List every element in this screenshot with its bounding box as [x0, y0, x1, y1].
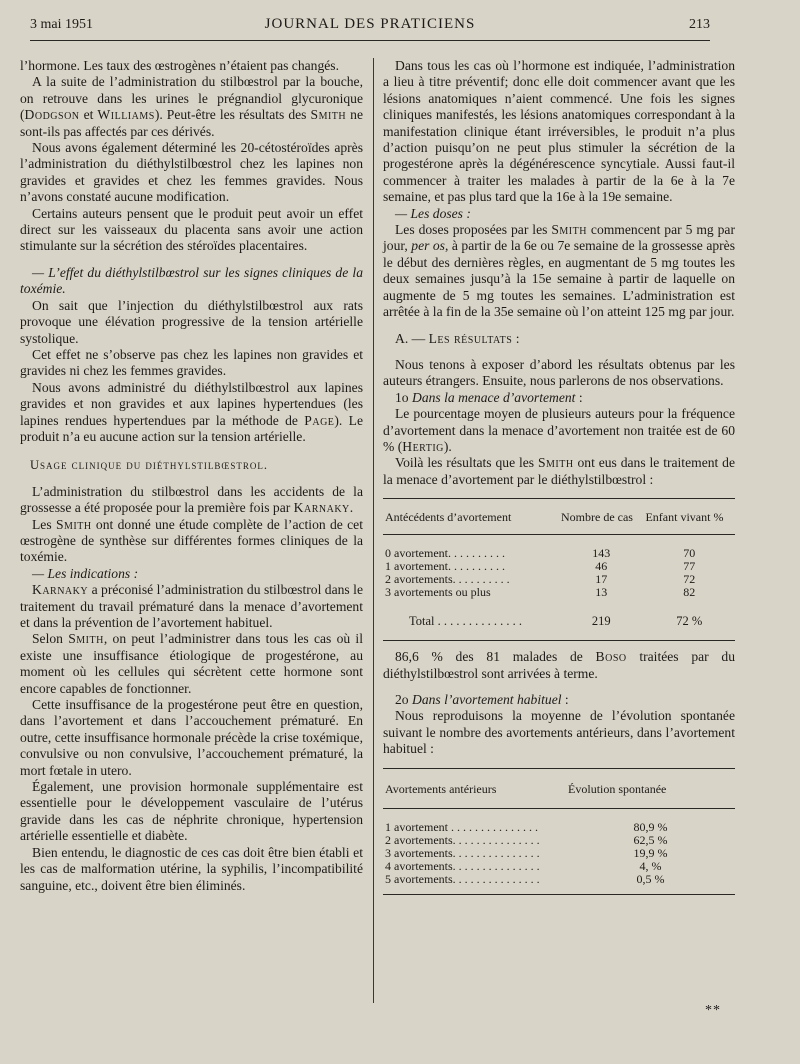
paragraph: Nous tenons à exposer d’abord les résultats obtenus par les auteurs étrangers. Ensuite, nous parlerons de nos observations. [383, 356, 735, 389]
abortion-threat-table [383, 498, 735, 641]
table-header: Antécédents d’avortement [383, 499, 559, 535]
subsection-heading: — Les indications : [32, 565, 139, 581]
paragraph: Bien entendu, le diagnostic de ces cas doit être bien établi et les cas de malformation utérine, la syphilis, l’incompatibilité sanguine, etc., doivent être bien éliminés. [20, 844, 363, 893]
table-row: 2 avortements. . . . . . . . . . 17 72 [385, 572, 696, 587]
paragraph: Selon Smith, on peut l’administrer dans tous les cas où il existe une insuffisance étiologique de progestérone, au moment où les cellules qui sécrètent cette hormone sont encore capables de fonctionner. [20, 631, 363, 696]
paragraph: 86,6 % des 81 malades de Boso traitées par du diéthylstilbœstrol sont arrivées à terme. [383, 649, 735, 681]
paragraph: Cet effet ne s’observe pas chez les lapines non gravides et gravides ni chez les femmes gravides. [20, 346, 363, 379]
paragraph: Les doses proposées par les Smith commencent par 5 mg par jour, per os, à partir de la 6e ou 7e semaine de la grossesse après le début des dernières règles, en augmentant de 5 mg toutes les deux semaines jusqu’à la 15e semaine à partir de laquelle on augmente de 5 mg toutes les semaines. L’administration est arrêtée à la fin de la 35e semaine où l’on atteint 125 mg par jour. [383, 222, 735, 320]
paragraph: Dans tous les cas où l’hormone est indiquée, l’administration a lieu à titre préventif; donc elle doit commencer avant que les lésions anatomiques n’aient commencé. Une fois les signes cliniques manifestés, les lésions anatomiques correspondant à la manifestation clinique étant irréversibles, le produit n’a plus d’action puisqu’on ne peut plus stimuler la sécrétion de la progestérone après la dégénérescence syncytiale. Aussi faut-il commencer à traiter les malades à partir de la 6e à la 7e semaine, et pas plus tard que la 16e à la 19e semaine. [383, 58, 735, 205]
habitual-abortion-table [383, 768, 735, 895]
column-divider [373, 58, 374, 1003]
paragraph: On sait que l’injection du diéthylstilbœstrol aux rats provoque une élévation progressive de la tension artérielle systolique. [20, 297, 363, 346]
subsection-heading: — Les doses : [395, 205, 471, 221]
section-heading: Usage clinique du diéthylstilbœstrol. [30, 458, 269, 473]
paragraph: Les Smith ont donné une étude complète de l’action de cet œstrogène de synthèse sur différentes formes cliniques de la toxémie. [20, 516, 363, 565]
table-row: 1 avortement. . . . . . . . . . 46 77 [385, 559, 696, 574]
right-column [383, 58, 735, 903]
paragraph: Certains auteurs pensent que le produit peut avoir un effet direct sur les vaisseaux du placenta sans avoir une action stimulante sur la sécrétion des stéroïdes placentaires. [20, 205, 363, 254]
table-header: Avortements antérieurs [383, 768, 566, 808]
paragraph: Voilà les résultats que les Smith ont eus dans le traitement de la menace d’avortement par le diéthylstilbœstrol : [383, 455, 736, 487]
subsection-heading: 2o Dans l’avortement habituel : [395, 691, 569, 707]
running-header [30, 14, 710, 41]
table-row: 0 avortement. . . . . . . . . . 143 70 [385, 546, 696, 561]
table-row: 3 avortements. . . . . . . . . . . . . . . 19,9 % [385, 845, 668, 860]
subsection-heading: A. — Les résultats : [395, 330, 520, 346]
table-header: Nombre de cas [559, 499, 643, 535]
paragraph: Nous avons administré du diéthylstilbœstrol aux lapines gravides et non gravides et aux lapines hypertendues (les lapines rendues hypertendues par la méthode de Page). Le produit n’a eu aucune action sur la tension artérielle. [20, 379, 363, 444]
left-column [20, 58, 363, 894]
page-number: 213 [689, 17, 710, 32]
paragraph: L’administration du stilbœstrol dans les accidents de la grossesse a été proposée pour la première fois par Karnaky. [20, 483, 363, 516]
table-total-row: Total . . . . . . . . . . . . . . 219 72 % [409, 614, 703, 629]
paragraph: Nous reproduisons la moyenne de l’évolution spontanée suivant le nombre des avortements antérieurs, dans l’avortement habituel : [383, 708, 735, 757]
paragraph: Également, une provision hormonale supplémentaire est essentielle pour le développement vasculaire de l’utérus gravide dans les cas de néphrite chronique, hypertension artérielle essentielle et diabète. [20, 779, 363, 844]
table-row: 1 avortement . . . . . . . . . . . . . . . 80,9 % [385, 819, 668, 834]
table-header: Évolution spontanée [566, 768, 735, 808]
paragraph: Karnaky a préconisé l’administration du stilbœstrol dans le traitement du travail prématuré dans la menace d’avortement et dans la prévention de l’avortement habituel. [20, 582, 363, 630]
table-row: 5 avortements. . . . . . . . . . . . . . . 0,5 % [385, 871, 665, 886]
paragraph: Le pourcentage moyen de plusieurs auteurs pour la fréquence d’avortement dans la menace d’avortement non traitée est de 60 % (Hertig). [383, 406, 735, 454]
table-row: 4 avortements. . . . . . . . . . . . . . . 4, % [385, 858, 662, 873]
table-row: 3 avortements ou plus 13 82 [385, 585, 696, 600]
subsection-heading: — L’effet du diéthylstilbœstrol sur les signes cliniques de la toxémie. [20, 264, 363, 297]
issue-date: 3 mai 1951 [30, 17, 93, 32]
end-ornament: ** [705, 1003, 721, 1018]
journal-title: JOURNAL DES PRATICIENS [264, 16, 476, 32]
paragraph: Nous avons également déterminé les 20-cétostéroïdes après l’administration du diéthylstilbœstrol chez les lapines non gravides et gravides et chez les femmes gravides. Nous n’avons constaté aucune modification. [20, 140, 363, 205]
paragraph: l’hormone. Les taux des œstrogènes n’étaient pas changés. [20, 58, 339, 73]
paragraph: A la suite de l’administration du stilbœstrol par la bouche, on retrouve dans les urines le prégnandiol glycuronique (Dodgson et Williams). Peut-être les résultats des Smith ne sont-ils pas affectés par ces dérivés. [20, 74, 364, 139]
table-row: 2 avortements. . . . . . . . . . . . . . . 62,5 % [385, 832, 668, 847]
table-header: Enfant vivant % [643, 499, 735, 535]
subsection-heading: 1o Dans la menace d’avortement : [395, 389, 583, 405]
paragraph: Cette insuffisance de la progestérone peut être en question, dans l’avortement et dans l’accouchement prématuré. En outre, cette insuffisance hormonale précède la crise toxémique, convulsive ou non convulsive, l’accouchement prématuré, la mort fœtale in utero. [20, 697, 363, 778]
